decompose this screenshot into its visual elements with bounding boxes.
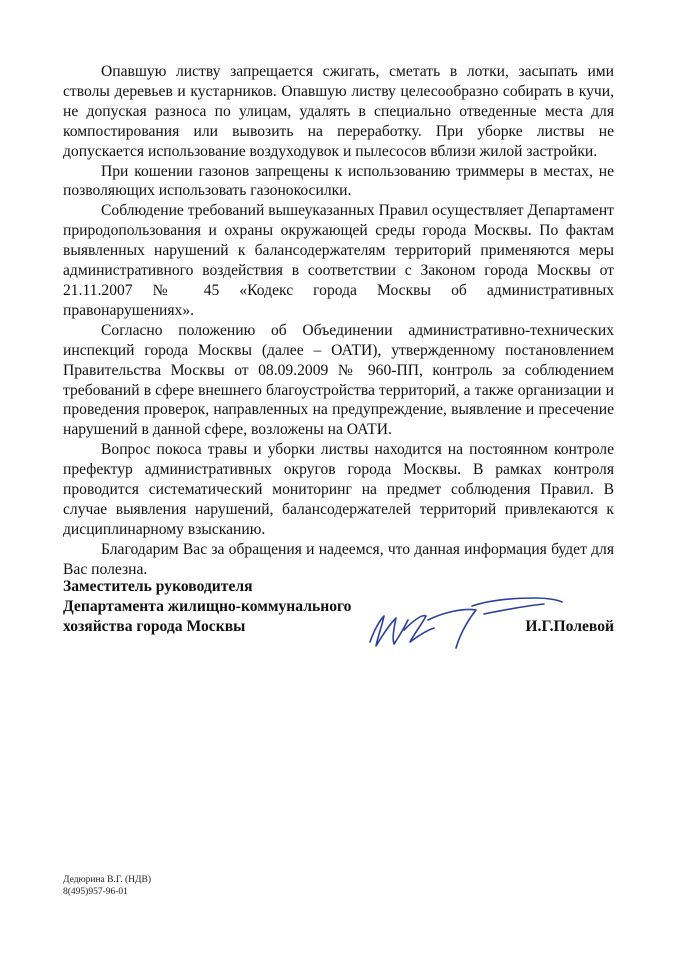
- executor-phone: 8(495)957-96-01: [63, 887, 128, 897]
- paragraph-prefecture-control: Вопрос покоса травы и уборки листвы находится на постоянном контроле префектур административных округов города Москвы. В рамках контроля проводится систематический мониторинг на предмет соблюдения Правил. В случае выявления нарушений, балансодержателей территорий привлекаются к дисциплинарному взысканию.: [63, 441, 614, 538]
- paragraph-leaves: Опавшую листву запрещается сжигать, сметать в лотки, засыпать ими стволы деревьев и кустарников. Опавшую листву целесообразно собирать в кучи, не допуская разноса по улицам, удалять в специально отведенные места для компостирования или вывозить на переработку. При уборке листвы не допускается использование воздуходувок и пылесосов вблизи жилой застройки.: [63, 63, 614, 160]
- signature-stroke-4: [472, 598, 562, 606]
- executor-name: Дедюрина В.Г. (НДВ): [63, 875, 152, 885]
- paragraph-closing: Благодарим Вас за обращения и надеемся, что данная информация будет для Вас полезна.: [63, 540, 614, 578]
- signature-stroke-5: [484, 604, 544, 614]
- letter-body: [63, 62, 614, 580]
- paragraph-mowing: При кошении газонов запрещены к использованию триммеры в местах, не позволяющих использовать газонокосилки.: [63, 162, 614, 200]
- signatory-name: И.Г.Полевой: [525, 618, 614, 635]
- paragraph-compliance: Соблюдение требований вышеуказанных Правил осуществляет Департамент природопользования и охраны окружающей среды города Москвы. По фактам выявленных нарушений к балансодержателям территорий применяются меры административного воздействия в соответствии с Законом города Москвы от 21.11.2007 № 45 «Кодекс города Москвы об административных правонарушениях».: [63, 202, 614, 319]
- signatory-position: Заместитель руководителя Департамента жилищно-коммунального хозяйства города Москвы: [63, 578, 352, 635]
- signature-stroke-3: [428, 609, 476, 648]
- handwritten-signature: [364, 590, 570, 660]
- paragraph-oati: Согласно положению об Объединении административно-технических инспекций города Москвы (далее – ОАТИ), утвержденному постановлением Правительства Москвы от 08.09.2009 № 960-ПП, контроль за соблюдением требований в сфере внешнего благоустройства территорий, а также организации и проведения проверок, направленных на предупреждение, выявление и пресечение нарушений в данной сфере, возложены на ОАТИ.: [63, 321, 614, 439]
- executor-info: [63, 874, 151, 898]
- signature-stroke-1: [370, 616, 408, 646]
